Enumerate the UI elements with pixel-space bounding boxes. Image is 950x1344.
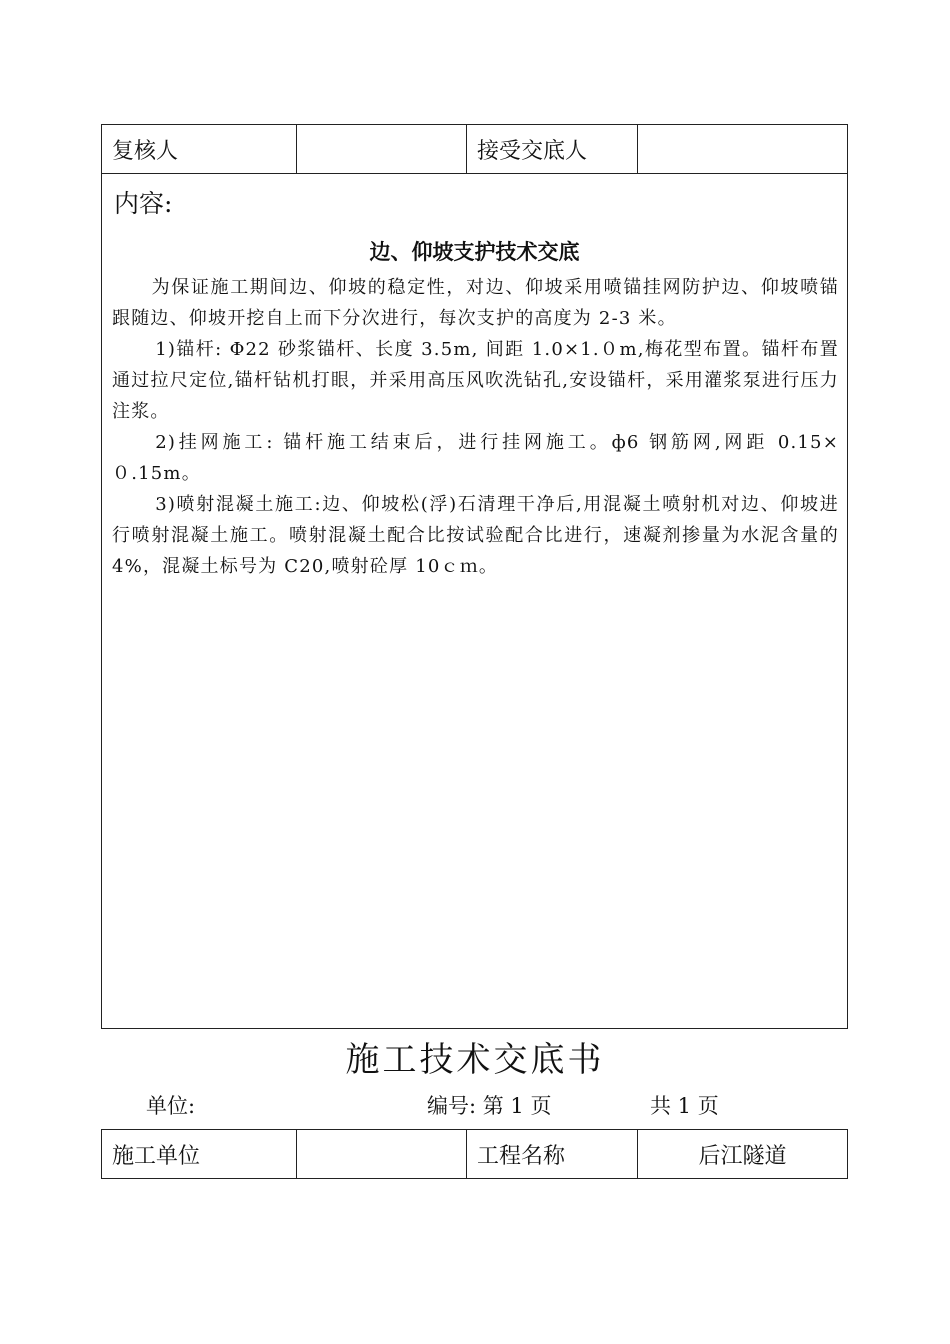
project-row bbox=[102, 1130, 848, 1179]
construction-unit-value bbox=[297, 1130, 467, 1179]
content-box bbox=[101, 174, 848, 1029]
unit-label: 单位: bbox=[146, 1094, 196, 1118]
document-title: 施工技术交底书 bbox=[345, 1040, 605, 1080]
serial-number: 编号: 第 1 页 bbox=[427, 1094, 552, 1118]
project-name-value: 后江隧道 bbox=[638, 1130, 848, 1179]
receiver-label: 接受交底人 bbox=[467, 125, 638, 174]
project-table bbox=[101, 1129, 848, 1179]
reviewer-value bbox=[297, 125, 467, 174]
reviewer-label: 复核人 bbox=[102, 125, 297, 174]
content-label: 内容: bbox=[114, 189, 173, 218]
construction-unit-label: 施工单位 bbox=[102, 1130, 297, 1179]
shotcrete-paragraph: 3)喷射混凝土施工:边、仰坡松(浮)石清理干净后,用混凝土喷射机对边、仰坡进行喷射混凝土施工。喷射混凝土配合比按试验配合比进行，速凝剂掺量为水泥含量的 4%，混凝土标号为 C20,喷射砼厚 10ｃｍ。 bbox=[112, 494, 839, 577]
total-pages: 共 1 页 bbox=[650, 1094, 719, 1118]
intro-paragraph: 为保证施工期间边、仰坡的稳定性，对边、仰坡采用喷锚挂网防护边、仰坡喷锚跟随边、仰坡开挖自上而下分次进行，每次支护的高度为 2-3 米。 bbox=[112, 277, 839, 329]
content-body bbox=[112, 272, 839, 582]
receiver-value bbox=[638, 125, 848, 174]
project-name-label: 工程名称 bbox=[467, 1130, 638, 1179]
review-table bbox=[101, 124, 848, 174]
content-title: 边、仰坡支护技术交底 bbox=[369, 239, 580, 264]
review-row bbox=[102, 125, 848, 174]
anchor-paragraph: 1)锚杆: Φ22 砂浆锚杆、长度 3.5m, 间距 1.0×1.０m,梅花型布置。锚杆布置通过拉尺定位,锚杆钻机打眼，并采用高压风吹洗钻孔,安设锚杆，采用灌浆泵进行压力注浆。 bbox=[112, 339, 839, 422]
mesh-paragraph: 2)挂网施工: 锚杆施工结束后，进行挂网施工。ф6 钢筋网,网距 0.15×０.15m。 bbox=[112, 432, 839, 484]
